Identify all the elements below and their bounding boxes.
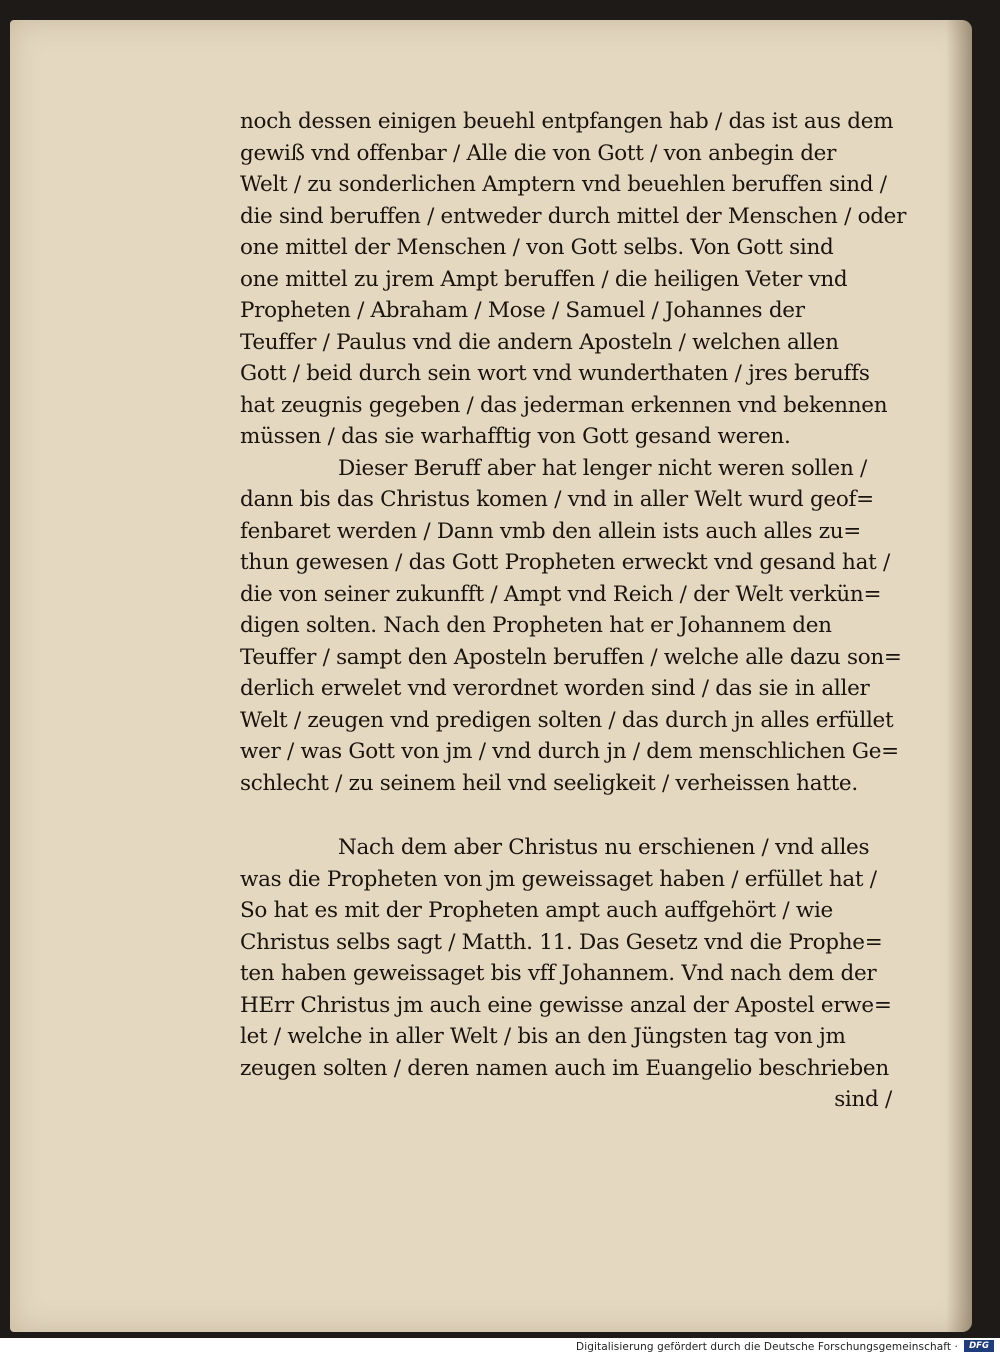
text-line: Christus selbs sagt / Matth. 11. Das Gesetz vnd die Prophe= bbox=[240, 929, 883, 955]
text-line: zeugen solten / deren namen auch im Euangelio beschrieben bbox=[240, 1055, 889, 1081]
text-line: Teuffer / Paulus vnd die andern Aposteln / welchen allen bbox=[240, 329, 839, 355]
page-text bbox=[240, 106, 907, 1116]
text-line: was die Propheten von jm geweissaget haben / erfüllet hat / bbox=[240, 866, 877, 892]
catchword: sind / bbox=[834, 1087, 892, 1112]
text-line: schlecht / zu seinem heil vnd seeligkeit / verheissen hatte. bbox=[240, 770, 858, 796]
text-line: one mittel der Menschen / von Gott selbs. Von Gott sind bbox=[240, 235, 834, 260]
text-line: Welt / zeugen vnd predigen solten / das durch jn alles erfüllet bbox=[240, 707, 894, 733]
text-line: wer / was Gott von jm / vnd durch jn / dem menschlichen Ge= bbox=[240, 739, 899, 764]
dfg-logo-icon: DFG bbox=[964, 1340, 994, 1352]
text-line: ten haben geweissaget bis vff Johannem. Vnd nach dem der bbox=[240, 961, 877, 986]
text-line: Propheten / Abraham / Mose / Samuel / Johannes der bbox=[240, 298, 805, 323]
text-line: Teuffer / sampt den Aposteln beruffen / welche alle dazu son= bbox=[240, 644, 902, 670]
paragraph-gap bbox=[240, 799, 900, 832]
text-line: Welt / zu sonderlichen Amptern vnd beuehlen beruffen sind / bbox=[240, 172, 887, 197]
page-spine-shadow bbox=[946, 20, 972, 1332]
text-line: dann bis das Christus komen / vnd in aller Welt wurd geof= bbox=[240, 487, 874, 512]
text-line: noch dessen einigen beuehl entpfangen hab / das ist aus dem bbox=[240, 109, 894, 134]
text-line: Gott / beid durch sein wort vnd wunderthaten / jres beruffs bbox=[240, 361, 870, 386]
text-line: one mittel zu jrem Ampt beruffen / die heiligen Veter vnd bbox=[240, 266, 848, 292]
text-line: die sind beruffen / entweder durch mittel der Menschen / oder bbox=[240, 203, 907, 229]
text-line: derlich erwelet vnd verordnet worden sind / das sie in aller bbox=[240, 676, 870, 701]
text-line: let / welche in aller Welt / bis an den Jüngsten tag von jm bbox=[240, 1024, 846, 1049]
text-line: hat zeugnis gegeben / das jederman erkennen vnd bekennen bbox=[240, 392, 888, 418]
text-line: gewiß vnd offenbar / Alle die von Gott / von anbegin der bbox=[240, 140, 837, 166]
text-line: thun gewesen / das Gott Propheten erweckt vnd gesand hat / bbox=[240, 550, 890, 575]
text-line: fenbaret werden / Dann vmb den allein ists auch alles zu= bbox=[240, 518, 862, 544]
funding-credit: Digitalisierung gefördert durch die Deutsche Forschungsgemeinschaft · bbox=[576, 1341, 958, 1353]
text-line: So hat es mit der Propheten ampt auch auffgehört / wie bbox=[240, 898, 833, 923]
text-line: HErr Christus jm auch eine gewisse anzal der Apostel erwe= bbox=[240, 992, 892, 1018]
paragraph-first-line: Nach dem aber Christus nu erschienen / vnd alles bbox=[338, 835, 870, 860]
text-line: müssen / das sie warhafftig von Gott gesand weren. bbox=[240, 424, 791, 449]
text-line: die von seiner zukunfft / Ampt vnd Reich / der Welt verkün= bbox=[240, 581, 882, 607]
paragraph-first-line: Dieser Beruff aber hat lenger nicht weren sollen / bbox=[338, 455, 867, 481]
text-line: digen solten. Nach den Propheten hat er Johannem den bbox=[240, 613, 832, 638]
